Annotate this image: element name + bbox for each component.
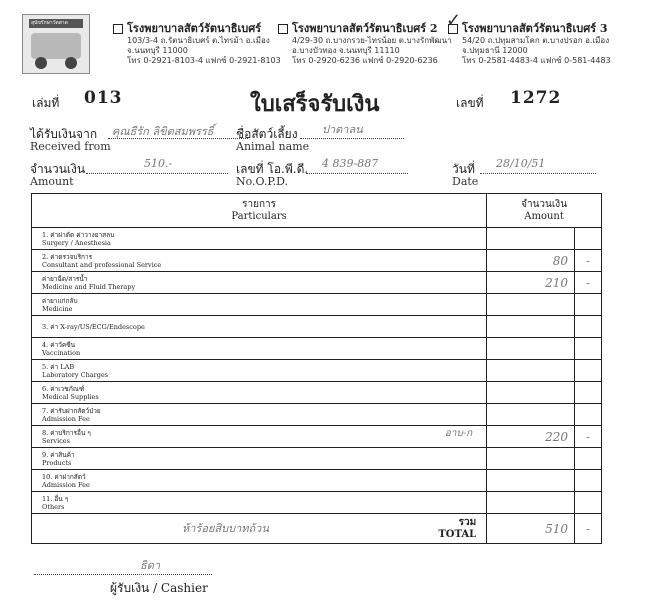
row-satang (575, 228, 602, 250)
row-label-th: 3. ค่า X-ray/US/ECG/Endescope (42, 322, 145, 331)
table-row (32, 426, 602, 448)
branch-1-address-2: จ.นนทบุรี 11000 (127, 46, 188, 55)
row-label-th: 10. ค่าฝากสัตว์ (42, 472, 86, 481)
animal-name-line (300, 138, 404, 139)
opd-label-en: No.O.P.D. (236, 175, 289, 188)
row-amount: 210 (487, 272, 575, 294)
branch-3-name: โรงพยาบาลสัตว์รัตนาธิเบศร์ 3 (462, 22, 608, 35)
check-mark-icon: ✓ (446, 10, 462, 31)
amount-value: 510.- (144, 157, 173, 170)
row-label-en: Vaccination (42, 348, 81, 357)
total-amount: 510 (487, 514, 575, 544)
row-label-th: 7. ค่ารับฝากสัตว์ป่วย (42, 406, 101, 415)
branch-2-phone: โทร 0-2920-6236 แฟกซ์ 0-2920-6236 (292, 56, 438, 65)
branch-2-checkbox (278, 24, 288, 34)
row-label-en: Products (42, 458, 72, 467)
branch-2-name: โรงพยาบาลสัตว์รัตนาธิเบศร์ 2 (292, 22, 438, 35)
branch-3 (448, 22, 611, 66)
total-satang: - (575, 514, 602, 544)
row-label-en: Admission Fee (42, 480, 90, 489)
received-from-value: คุณธีรัก ลิขิตสมพรรธิ์ (112, 125, 214, 138)
row-label-en: Medicine (42, 304, 73, 313)
table-header (32, 194, 602, 228)
branch-2-address-1: 4/29-30 ถ.บางกรวย-ไทรน้อย ต.บางรักพัฒนา (292, 36, 452, 45)
table-row (32, 448, 602, 470)
row-amount (487, 382, 575, 404)
cashier-label: ผู้รับเงิน / Cashier (110, 581, 208, 595)
row-satang (575, 492, 602, 514)
row-label-en: Laboratory Charges (42, 370, 109, 379)
row-amount: 80 (487, 250, 575, 272)
table-row (32, 404, 602, 426)
row-label-th: 2. ค่าตรวจบริการ (42, 252, 93, 261)
row-amount (487, 470, 575, 492)
row-label-th: 4. ค่าวัคซีน (42, 340, 76, 349)
row-satang: - (575, 426, 602, 448)
branch-1-phone: โทร 0-2921-8103-4 แฟกซ์ 0-2921-8103 (127, 56, 281, 65)
receipt-no-label: เลขที่ (456, 96, 484, 110)
branch-1-address-1: 103/3-4 ถ.รัตนาธิเบศร์ ต.ไทรม้า อ.เมือง (127, 36, 270, 45)
total-label-th: รวม (458, 517, 477, 528)
table-row (32, 272, 602, 294)
table-row (32, 294, 602, 316)
branch-1-checkbox (113, 24, 123, 34)
amount-header-th: จำนวนเงิน (521, 198, 568, 210)
particulars-table (31, 193, 602, 544)
table-row (32, 338, 602, 360)
row-satang (575, 404, 602, 426)
cashier-signature-line (34, 574, 212, 575)
row-label-th: 8. ค่าบริการอื่น ๆ (42, 428, 91, 437)
row-satang (575, 360, 602, 382)
row-satang (575, 470, 602, 492)
row-label-th: 1. ค่าผ่าตัด ค่าวางยาสลบ (42, 230, 115, 239)
table-row (32, 228, 602, 250)
animal-name-label-th: ชื่อสัตว์เลี้ยง (236, 127, 298, 141)
row-label-th: 11. อื่น ๆ (42, 494, 69, 503)
row-amount (487, 338, 575, 360)
animal-name-label-en: Animal name (236, 140, 310, 153)
row-amount (487, 228, 575, 250)
particulars-header-en: Particulars (231, 210, 287, 222)
row-label-en: Admission Fee (42, 414, 90, 423)
book-label: เล่มที่ (32, 96, 60, 110)
row-satang (575, 338, 602, 360)
received-from-label-en: Received from (30, 140, 111, 153)
table-row (32, 492, 602, 514)
row-satang (575, 294, 602, 316)
row-amount (487, 492, 575, 514)
particulars-header (32, 194, 487, 228)
total-label-en: TOTAL (438, 529, 477, 540)
row-label-en: Medicine and Fluid Therapy (42, 282, 136, 291)
animal-name-value: ปาตาลน (322, 123, 363, 136)
branch-3-phone: โทร 0-2581-4483-4 แฟกซ์ 0-581-4483 (462, 56, 611, 65)
amount-label-en: Amount (30, 175, 74, 188)
row-satang: - (575, 272, 602, 294)
row-label-en: Others (42, 502, 65, 511)
row-amount (487, 294, 575, 316)
table-row (32, 382, 602, 404)
table-row (32, 360, 602, 382)
row-label-th: 6. ค่าเวชภัณฑ์ (42, 384, 85, 393)
row-satang (575, 316, 602, 338)
row-satang: - (575, 250, 602, 272)
row-label-en: Medical Supplies (42, 392, 99, 401)
book-number: 013 (84, 88, 123, 108)
row-amount (487, 316, 575, 338)
amount-label-th: จำนวนเงิน (30, 162, 86, 176)
row-handwritten-note: อาบ-ก (444, 428, 473, 439)
table-row (32, 316, 602, 338)
logo-text: สุนัขรักษาวัดสาด (31, 20, 68, 26)
total-in-words: ห้าร้อยสิบบาทถ้วน (182, 522, 269, 535)
row-label-en: Consultant and professional Service (42, 260, 162, 269)
received-from-label-th: ได้รับเงินจาก (30, 127, 98, 141)
row-label-en: Services (42, 436, 70, 445)
particulars-header-th: รายการ (242, 198, 277, 210)
table-row (32, 250, 602, 272)
branch-2 (278, 22, 452, 66)
opd-value: 4 839-887 (322, 157, 379, 170)
row-label-th: 9. ค่าสินค้า (42, 450, 75, 459)
date-label-th: วันที่ (452, 162, 475, 176)
branch-2-address-2: อ.บางบัวทอง จ.นนทบุรี 11110 (292, 46, 400, 55)
row-label-en: Surgery / Anesthesia (42, 238, 111, 247)
row-satang (575, 448, 602, 470)
amount-header-en: Amount (524, 210, 564, 222)
row-amount (487, 360, 575, 382)
branch-3-address-1: 54/20 ถ.ปทุมสามโคก ต.บางปรอก อ.เมือง (462, 36, 610, 45)
row-label-th: ค่ายาฉีด/สารน้ำ (42, 274, 88, 283)
receipt-title: ใบเสร็จรับเงิน (250, 92, 380, 117)
row-amount: 220 (487, 426, 575, 448)
row-label-th: ค่ายาแก่กลับ (42, 296, 78, 305)
opd-line (306, 173, 408, 174)
total-row (32, 514, 602, 544)
table-row (32, 470, 602, 492)
opd-label-th: เลขที่ โอ.พี.ดี. (236, 162, 309, 176)
branch-1 (113, 22, 281, 66)
hospital-logo (22, 14, 90, 74)
amount-line (86, 173, 228, 174)
date-line (480, 173, 596, 174)
branch-1-name: โรงพยาบาลสัตว์รัตนาธิเบศร์ (127, 22, 262, 35)
row-satang (575, 382, 602, 404)
row-amount (487, 448, 575, 470)
amount-header (487, 194, 602, 228)
branch-3-address-2: จ.ปทุมธานี 12000 (462, 46, 528, 55)
cashier-signature: ธิดา (140, 559, 161, 572)
receipt-number: 1272 (510, 88, 562, 108)
date-value: 28/10/51 (496, 157, 546, 170)
row-amount (487, 404, 575, 426)
row-label-th: 5. ค่า LAB (42, 362, 75, 371)
date-label-en: Date (452, 175, 479, 188)
